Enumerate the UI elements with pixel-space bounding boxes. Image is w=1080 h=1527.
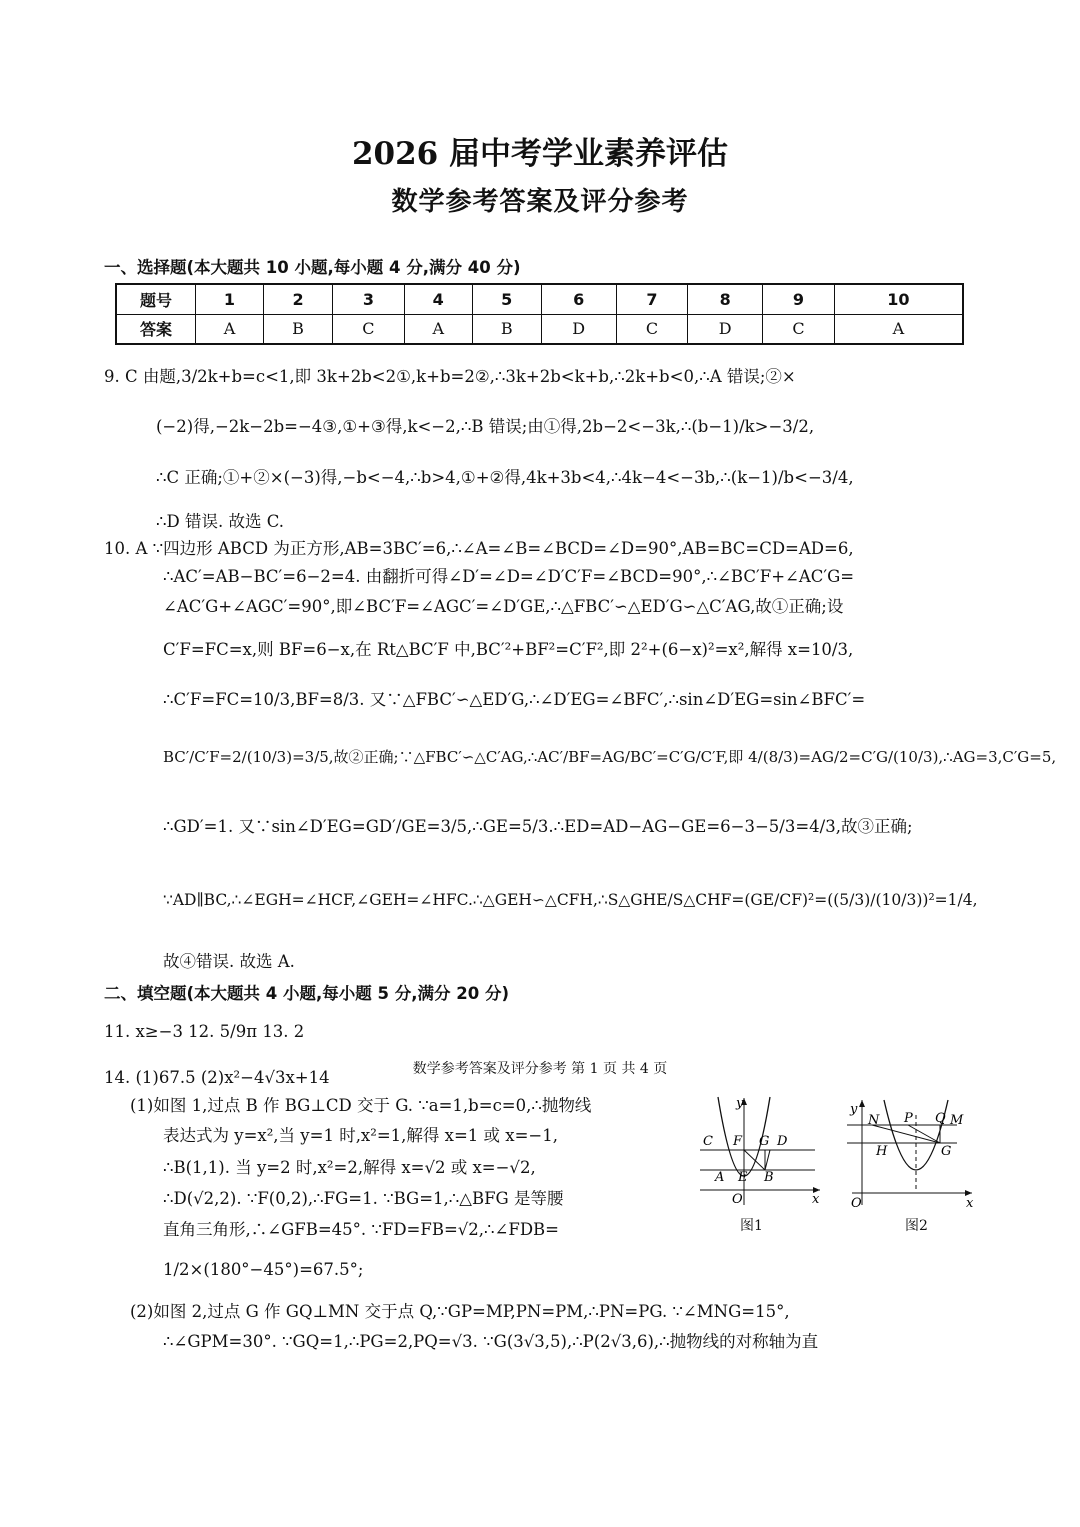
- fig2-label: N: [868, 1113, 880, 1128]
- table-cell: A: [196, 314, 264, 344]
- q14-part1-line: (1)如图 1,过点 B 作 BG⊥CD 交于 G. ∵a=1,b=c=0,∴抛物线: [130, 1096, 592, 1115]
- fig1-label: E: [738, 1170, 748, 1185]
- q14-part2-line: ∴∠GPM=30°. ∵GQ=1,∴PG=2,PQ=√3. ∵G(3√3,5),∴P(2√3,6),∴抛物线的对称轴为直: [163, 1332, 819, 1351]
- table-cell: D: [688, 314, 763, 344]
- q10-line: 故④错误. 故选 A.: [163, 952, 295, 971]
- table-cell: 7: [616, 284, 688, 314]
- figure-1: [700, 1095, 830, 1210]
- footer-text: 数学参考答案及评分参考 第 1 页 共 4 页: [412, 1061, 668, 1077]
- q10-line: C′F=FC=x,则 BF=6−x,在 Rt△BC′F 中,BC′²+BF²=C′F²,即 2²+(6−x)²=x²,解得 x=10/3,: [163, 640, 854, 659]
- q14-part1-line: 直角三角形,∴∠GFB=45°. ∵FD=FB=√2,∴∠FDB=: [163, 1220, 559, 1239]
- fig1-label: x: [812, 1192, 820, 1207]
- q14-part2-line: (2)如图 2,过点 G 作 GQ⊥MN 交于点 Q,∵GP=MP,PN=PM,∴PN=PG. ∵∠MNG=15°,: [130, 1302, 790, 1321]
- table-cell: 3: [333, 284, 405, 314]
- table-cell: C: [763, 314, 835, 344]
- q10-line: ∴GD′=1. 又∵sin∠D′EG=GD′/GE=3/5,∴GE=5/3.∴ED=AD−AG−GE=6−3−5/3=4/3,故③正确;: [163, 817, 913, 836]
- fig2-label: y: [850, 1102, 858, 1117]
- table-cell: 8: [688, 284, 763, 314]
- q14-header: 14. (1)67.5 (2)x²−4√3x+14: [104, 1068, 330, 1087]
- table-cell: 2: [263, 284, 332, 314]
- q10-line: ∵AD∥BC,∴∠EGH=∠HCF,∠GEH=∠HFC.∴△GEH∽△CFH,∴S△GHE/S△CHF=(GE/CF)²=((5/3)/(10/3))²=1/4,: [163, 891, 978, 909]
- q10-line: 10. A ∵四边形 ABCD 为正方形,AB=3BC′=6,∴∠A=∠B=∠BCD=∠D=90°,AB=BC=CD=AD=6,: [104, 539, 854, 558]
- table-cell: C: [333, 314, 405, 344]
- q10-line: ∴C′F=FC=10/3,BF=8/3. 又∵△FBC′∽△ED′G,∴∠D′EG=∠BFC′,∴sin∠D′EG=sin∠BFC′=: [163, 690, 866, 709]
- section2-heading: 二、填空题(本大题共 4 小题,每小题 5 分,满分 20 分): [104, 984, 510, 1003]
- table-cell: 1: [196, 284, 264, 314]
- q10-line: BC′/C′F=2/(10/3)=3/5,故②正确;∵△FBC′∽△C′AG,∴AC′/BF=AG/BC′=C′G/C′F,即 4/(8/3)=AG/2=C′G/(10/3),∴AG=3,C′G=5,: [163, 748, 1057, 766]
- q10-line: ∴AC′=AB−BC′=6−2=4. 由翻折可得∠D′=∠D=∠D′C′F=∠BCD=90°,∴∠BC′F+∠AC′G=: [163, 567, 855, 586]
- fig1-label: F: [733, 1134, 743, 1149]
- table-cell: 10: [834, 284, 963, 314]
- fig2-label: M: [950, 1113, 964, 1128]
- q11-13-answers: 11. x≥−3 12. 5/9π 13. 2: [104, 1022, 305, 1041]
- row-label-number: 题号: [116, 284, 196, 314]
- q9-line: ∴D 错误. 故选 C.: [156, 512, 284, 531]
- q9-line: 9. C 由题,3/2k+b=c<1,即 3k+2b<2①,k+b=2②,∴3k+2b<k+b,∴2k+b<0,∴A 错误;②×: [104, 367, 796, 386]
- table-cell: A: [834, 314, 963, 344]
- table-cell: B: [472, 314, 541, 344]
- fig1-label: D: [777, 1134, 788, 1149]
- fig2-label: x: [966, 1196, 974, 1210]
- page-title: 2026 届中考学业素养评估: [351, 136, 729, 172]
- fig1-label: O: [732, 1192, 743, 1207]
- table-cell: 4: [404, 284, 472, 314]
- figure-1-caption: 图1: [740, 1218, 763, 1234]
- answer-table: [115, 283, 964, 345]
- q14-part1-line: 表达式为 y=x²,当 y=1 时,x²=1,解得 x=1 或 x=−1,: [163, 1126, 558, 1145]
- fig2-label: G: [941, 1144, 952, 1159]
- fig2-label: P: [904, 1111, 913, 1126]
- fig2-label: O: [851, 1196, 862, 1210]
- fig1-label: y: [736, 1096, 744, 1111]
- table-cell: 5: [472, 284, 541, 314]
- table-cell: 6: [541, 284, 616, 314]
- q9-line: (−2)得,−2k−2b=−4③,①+③得,k<−2,∴B 错误;由①得,2b−2<−3k,∴(b−1)/k>−3/2,: [156, 417, 815, 436]
- table-cell: C: [616, 314, 688, 344]
- q9-line: ∴C 正确;①+②×(−3)得,−b<−4,∴b>4,①+②得,4k+3b<4,∴4k−4<−3b,∴(k−1)/b<−3/4,: [156, 468, 854, 487]
- fig2-label: Q: [935, 1111, 946, 1126]
- q14-part1-line: 1/2×(180°−45°)=67.5°;: [163, 1260, 364, 1279]
- table-row-numbers: [116, 284, 963, 314]
- table-cell: B: [263, 314, 332, 344]
- row-label-answer: 答案: [116, 314, 196, 344]
- table-row-answers: [116, 314, 963, 344]
- fig1-label: G: [759, 1134, 770, 1149]
- figure-2-caption: 图2: [905, 1218, 928, 1234]
- section1-heading: 一、选择题(本大题共 10 小题,每小题 4 分,满分 40 分): [104, 258, 521, 277]
- q14-part1-line: ∴D(√2,2). ∵F(0,2),∴FG=1. ∵BG=1,∴△BFG 是等腰: [163, 1189, 564, 1208]
- fig2-label: H: [876, 1144, 888, 1159]
- fig1-label: C: [703, 1134, 713, 1149]
- fig1-label: A: [715, 1170, 725, 1185]
- table-cell: D: [541, 314, 616, 344]
- table-cell: 9: [763, 284, 835, 314]
- q14-part1-line: ∴B(1,1). 当 y=2 时,x²=2,解得 x=√2 或 x=−√2,: [163, 1158, 536, 1177]
- fig1-label: B: [764, 1170, 774, 1185]
- page-subtitle: 数学参考答案及评分参考: [391, 187, 689, 217]
- figure-2: [842, 1095, 977, 1210]
- table-cell: A: [404, 314, 472, 344]
- q10-line: ∠AC′G+∠AGC′=90°,即∠BC′F=∠AGC′=∠D′GE,∴△FBC′∽△ED′G∽△C′AG,故①正确;设: [163, 597, 844, 616]
